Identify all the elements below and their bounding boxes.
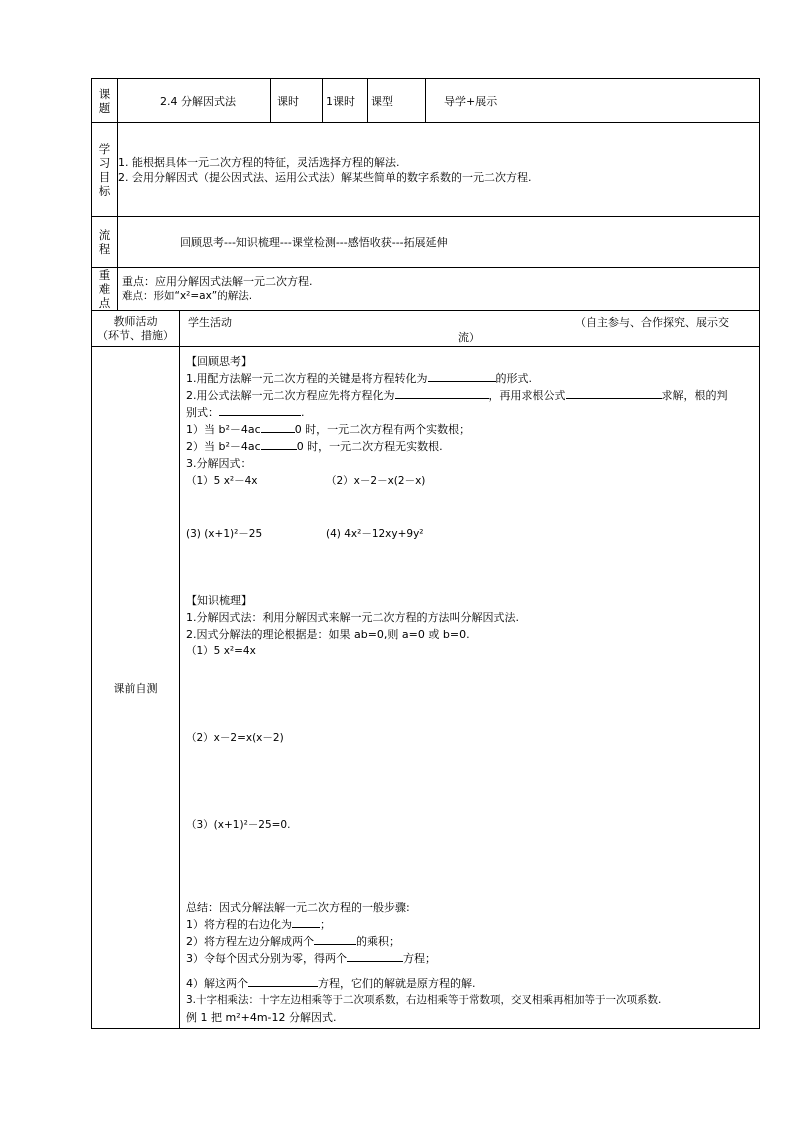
content-row <box>92 347 760 1029</box>
flow-text: 回顾思考---知识梳理---课堂检测---感悟收获---拓展延伸 <box>118 217 760 268</box>
knowledge-item-1: 1.分解因式法：利用分解因式来解一元二次方程的方法叫分解因式法. <box>186 611 519 624</box>
flow-label: 流 程 <box>92 217 118 268</box>
answer-blank[interactable] <box>261 421 295 433</box>
factor-problem-1: （1）5 x²－4x <box>186 475 258 487</box>
objective-item: 2. 会用分解因式（提公因式法、运用公式法）解某些简单的数字系数的一元二次方程. <box>118 170 532 184</box>
type-label: 课型 <box>368 79 426 123</box>
example-1: 例 1 把 m²+4m-12 分解因式. <box>186 1011 337 1024</box>
keypoints-label: 重 难 点 <box>92 268 118 311</box>
activity-header-row <box>92 311 760 347</box>
summary-step-1: 1）将方程的右边化为 ； <box>186 918 331 931</box>
summary-step-2: 2）将方程左边分解成两个 的乘积； <box>186 935 400 948</box>
lesson-plan-table <box>91 78 760 1029</box>
review-q3: 1）当 b²－4ac 0 时，一元二次方程有两个实数根； <box>186 423 471 436</box>
factor-problem-2: （2）x－2－x(2－x) <box>326 475 426 487</box>
student-activity-note: （自主参与、合作探究、展示交 <box>575 316 729 329</box>
teacher-activity-title: 教师活动 <box>113 314 158 328</box>
review-q1: 1.用配方法解一元二次方程的关键是将方程转化为 的形式. <box>186 372 532 385</box>
student-activity-note-cont: 流） <box>458 331 480 344</box>
period-label: 课时 <box>271 79 323 123</box>
knowledge-title: 【知识梳理】 <box>186 594 252 607</box>
difficulty-text: 难点：形如“x²=ax”的解法. <box>122 290 253 302</box>
answer-blank[interactable] <box>314 933 356 945</box>
flow-row <box>92 217 760 268</box>
header-row <box>92 79 760 123</box>
summary-step-4: 4）解这两个 方程，它们的解就是原方程的解. <box>186 977 476 990</box>
example-equation-2: （2）x－2=x(x－2) <box>186 732 284 744</box>
knowledge-item-2: 2.因式分解法的理论根据是：如果 ab=0,则 a=0 或 b=0. <box>186 628 470 641</box>
answer-blank[interactable] <box>395 387 489 399</box>
review-q4: 2）当 b²－4ac 0 时，一元二次方程无实数根. <box>186 440 443 453</box>
answer-blank[interactable] <box>261 438 297 450</box>
student-activity-title: 学生活动 <box>188 316 232 329</box>
cross-multiplication-rule: 3.十字相乘法：十字左边相乘等于二次项系数，右边相乘等于常数项，交叉相乘再相加等于一次项系数. <box>186 994 662 1006</box>
course-title: 2.4 分解因式法 <box>118 79 271 123</box>
objectives-row <box>92 123 760 217</box>
review-q5: 3.分解因式： <box>186 457 252 470</box>
factor-problem-4: (4) 4x²－12xy+9y² <box>326 528 424 540</box>
keypoints-row <box>92 268 760 311</box>
teacher-activity-note: （环节、措施） <box>97 328 174 342</box>
section-label: 课前自测 <box>92 347 180 1029</box>
answer-blank[interactable] <box>428 370 496 382</box>
focus-text: 重点：应用分解因式法解一元二次方程. <box>122 275 313 288</box>
review-q2-cont: 别式： . <box>186 406 305 419</box>
summary-title: 总结：因式分解法解一元二次方程的一般步骤: <box>186 901 410 914</box>
objectives-label: 学 习 目 标 <box>92 123 118 217</box>
answer-blank[interactable] <box>219 404 301 416</box>
summary-step-3: 3）令每个因式分别为零，得两个 方程； <box>186 952 436 965</box>
answer-blank[interactable] <box>566 387 662 399</box>
answer-blank[interactable] <box>292 916 320 928</box>
review-title: 【回顾思考】 <box>186 355 252 368</box>
answer-blank[interactable] <box>248 975 318 987</box>
objective-item: 1. 能根据具体一元二次方程的特征，灵活选择方程的解法. <box>118 155 400 169</box>
period-value: 1课时 <box>323 79 368 123</box>
review-q2: 2.用公式法解一元二次方程应先将方程化为 ，再用求根公式 求解，根的判 <box>186 389 728 402</box>
type-value: 导学+展示 <box>426 79 760 123</box>
example-equation-3: （3）(x+1)²－25=0. <box>186 819 291 831</box>
factor-problem-3: (3) (x+1)²－25 <box>186 528 263 540</box>
answer-blank[interactable] <box>347 950 403 962</box>
course-label: 课 题 <box>92 79 118 123</box>
example-equation-1: （1）5 x²=4x <box>186 645 256 657</box>
